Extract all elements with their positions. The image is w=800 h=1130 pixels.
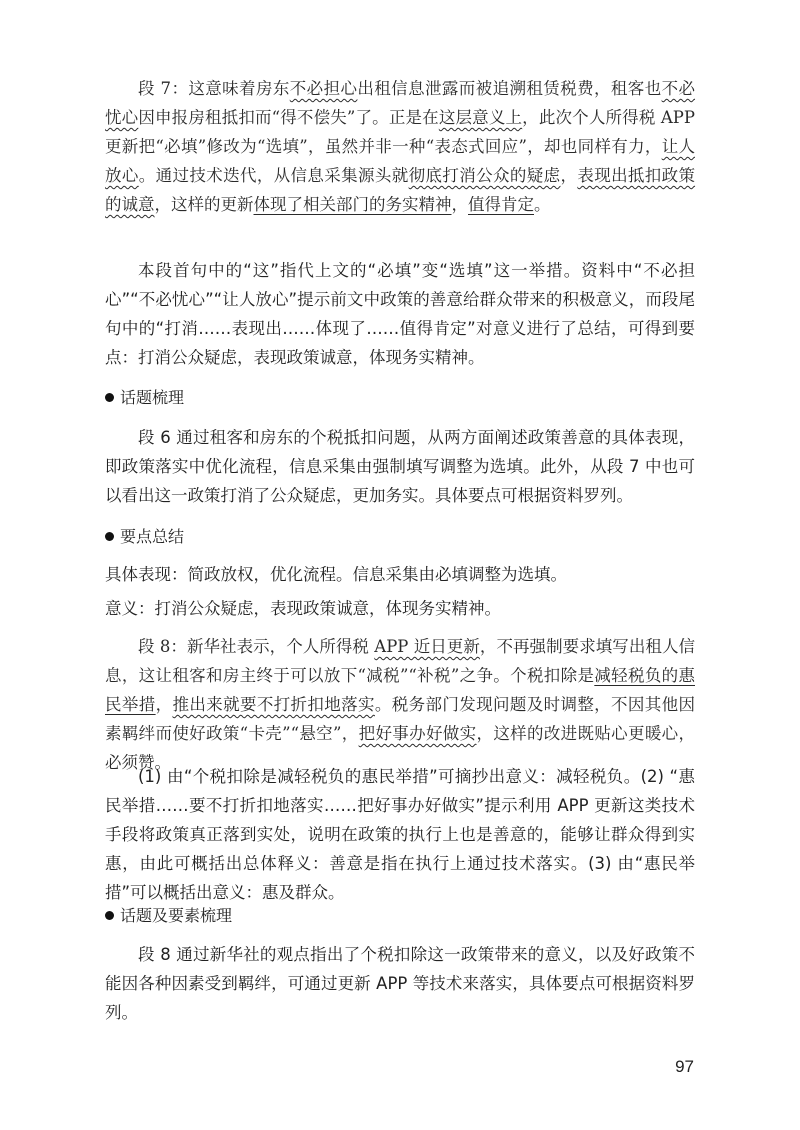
wavy-underlined-phrase: 把好事办好做实 [358,724,477,743]
text-run: ，此次个人所得税 APP 更新把“必填”修改为“选填”，虽然并非一种“表态式回应”，却也同样有力， [105,108,696,156]
text-run: 出租信息泄露而被追溯租赁税费，租客也 [357,79,662,98]
analysis-paragraph-1: 本段首句中的“这”指代上文的“必填”变“选填”这一举措。资料中“不必担心”“不必忧心”“让人放心”提示前文中政策的善意给群众带来的积极意义，而段尾句中的“打消……表现出……体现了……值得肯定”对意义进行了总结，可得到要点：打消公众疑虑，表现政策诚意，体现务实精神。 [105,261,695,367]
underlined-phrase: 体现了相关部门的务实精神 [253,195,452,214]
text-run: ，不再强制要求填写出租人信息，这让租客和房主终于可以放下“减税”“补税”之争。个税扣除是 [105,637,695,685]
text-run: 段 7：这意味着房东 [138,79,290,98]
heading-label: 话题及要素梳理 [120,906,233,925]
text-run: 。通过技术迭代，从信息采集源头就 [138,166,409,185]
section-heading [105,525,184,549]
page-number: 97 [675,1057,694,1076]
wavy-underlined-phrase: 推出来就要不打折扣地落实 [172,695,375,714]
bullet-icon [105,911,114,920]
text-run: 。税务部门发现问题及时调整，不因其他因素羁绊而使好政策“卡壳”“悬空”， [105,695,696,743]
analysis-paragraph-2: (1) 由“个税扣除是减轻税负的惠民举措”可摘抄出意义：减轻税负。(2) “惠民举措……要不打折扣地落实……把好事办好做实”提示利用 APP 更新这类技术手段将政策真正落到实处，说明在政策的执行上也是善意的，能够让群众得到实惠，由此可概括出总体释义：善意是指在执行上通过技术落实。(3) 由“惠民举措”可以概括出意义：惠及群众。 [105,767,695,902]
quote-paragraph-8 [105,632,695,777]
text-run: 段 8：新华社表示，个人所得税 [138,637,375,656]
underlined-phrase: 减轻税负的惠民举措 [105,666,695,714]
topic-paragraph-2: 段 8 通过新华社的观点指出了个税扣除这一政策带来的意义，以及好政策不能因各种因素受到羁绊，可通过更新 APP 等技术来落实，具体要点可根据资料罗列。 [105,945,695,1022]
wavy-underlined-phrase: 不必忧心 [105,79,696,127]
heading-label: 要点总结 [120,527,185,546]
text-run: 。 [534,195,551,214]
text-run: ， [560,166,578,185]
wavy-underlined-phrase: 不必担心 [289,79,358,98]
quote-paragraph-7 [105,74,695,219]
underlined-phrase: 值得肯定 [468,195,534,214]
text-run: ， [451,195,468,214]
heading-label: 话题梳理 [120,388,185,407]
section-heading [105,386,184,410]
bullet-icon [105,532,114,541]
section-heading [105,904,232,928]
wavy-underlined-phrase: 表现出抵扣政策的诚意 [105,166,696,214]
text-run: ，这样的更新 [154,195,254,214]
wavy-underlined-phrase: 这层意义上 [438,108,523,127]
summary-line: 意义：打消公众疑虑，表现政策诚意，体现务实精神。 [105,599,501,618]
text-run: ，这样的改进既贴心更暖心，必须赞。 [105,724,696,772]
text-run: ， [155,695,173,714]
wavy-underlined-phrase: APP 近日更新 [374,637,480,656]
bullet-icon [105,393,114,402]
summary-line: 具体表现：简政放权，优化流程。信息采集由必填调整为选填。 [105,565,567,584]
text-run: 因申报房租抵扣而“得不偿失”了。正是在 [138,108,439,127]
wavy-underlined-phrase: 让人放心 [105,137,695,185]
topic-paragraph-1: 段 6 通过租客和房东的个税抵扣问题，从两方面阐述政策善意的具体表现，即政策落实中优化流程，信息采集由强制填写调整为选填。此外，从段 7 中也可以看出这一政策打消了公众疑虑，更加务实。具体要点可根据资料罗列。 [105,428,695,505]
wavy-underlined-phrase: 彻底打消公众的疑虑 [408,166,561,185]
